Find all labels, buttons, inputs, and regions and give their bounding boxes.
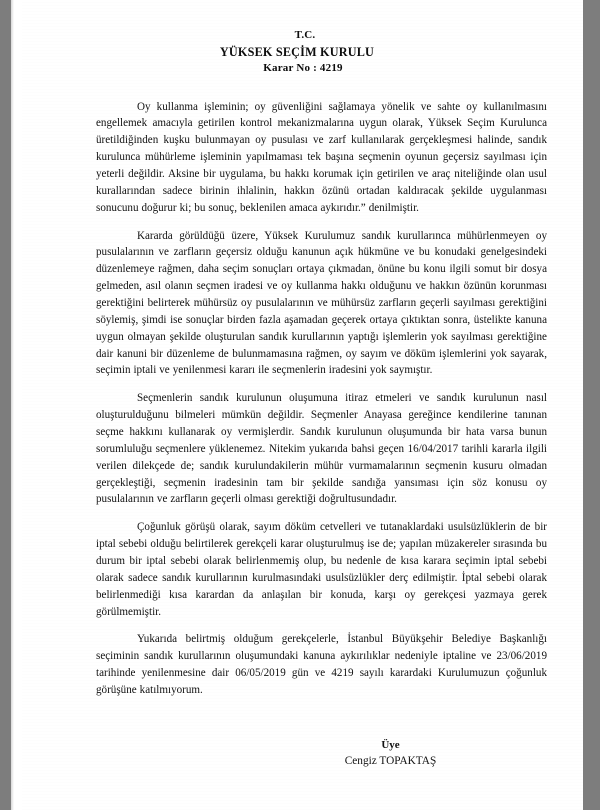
scan-edge-left-shadow	[11, 0, 14, 810]
header-republic-abbreviation: T.C.	[294, 29, 316, 41]
document-header	[11, 28, 583, 77]
header-organization-name: YÜKSEK SEÇİM KURULU	[219, 44, 375, 59]
document-page	[11, 0, 583, 810]
body-paragraph: Kararda görüldüğü üzere, Yüksek Kurulumuz sandık kurullarınca mühürlenmeyen oy pusulalarının ve zarfların geçersiz olduğu kanunun açık hükmüne ve bu konudaki genelgesindeki düzenlemeye rağmen, daha seçim sonuçları ortaya çıkmadan, önüne bu konu ilgili somut bir dosya gelmeden, asıl olanın seçmen iradesi ve oy kullanma hakkı olduğunu ve hakkın özünün korunması gerektiğini belirterek mühürsüz oy pusulalarının ve mühürsüz zarfların geçerli sayılması gerektiğini söylemiş, şimdi ise sonuçlar birden fazla aşamadan geçerek ortaya çıktıktan sonra, üstelikte kanuna uygun olmayan şekilde oluşturulan sandık kurullarının yaptığı işlemlerin yok sayılması gerektiğine dair kanuni bir düzenleme de bulunmamasına rağmen, oy sayım ve döküm işlemlerini yok sayarak, seçimin iptali ve yenilenmesi kararı ile seçmenlerin iradesini yok saymıştır.	[96, 229, 547, 377]
scan-edge-right	[583, 0, 600, 810]
body-paragraph: Seçmenlerin sandık kurulunun oluşumuna itiraz etmeleri ve sandık kurulunun nasıl oluşturulduğunu bilmeleri mümkün değildir. Seçmenler Anayasa gereğince kendilerine tanınan seçme hakkını kullanarak oy vermişlerdir. Sandık kurulunun oluşumunda bir hata varsa bunun sorumluluğu seçmenlere yüklenemez. Nitekim yukarıda bahsi geçen 16/04/2017 tarihli kararla ilgili verilen dilekçede de; sandık kurulundakilerin mühür vurmamalarının seçmenin kusuru olmadan gerçekleştiği, seçmenin iradesinin tam bir şekilde sandığa yansıması için söz konusu oy pusulalarının ve zarfların geçerli olması gerektiği doğrultusundadır.	[96, 392, 547, 506]
body-paragraph: Çoğunluk görüşü olarak, sayım döküm cetvelleri ve tutanaklardaki usulsüzlüklerin de bir iptal sebebi olduğu belirtilerek gerekçeli karar oluşturulmuş ise de; yapılan müzakereler sırasında bu durum bir iptal sebebi olarak belirlenmemiş olup, bu nedenle de kısa karara seçimin iptal sebebi olarak sadece sandık kurullarının kurulmasındaki usulsüzlükler derç edilmiştir. İptal sebebi olarak belirlenmediği kısa karardan da anlaşılan bir konuda, karşı oy gerekçesi yazmaya gerek görülmemiştir.	[96, 521, 547, 618]
signature-role: Üye	[381, 738, 400, 751]
body-paragraph: Yukarıda belirtmiş olduğum gerekçelerle, İstanbul Büyükşehir Belediye Başkanlığı seçiminin sandık kurullarının oluşumundaki kanuna aykırılıklar nedeniyle iptaline ve 23/06/2019 tarihinde yenilenmesine dair 06/05/2019 gün ve 4219 sayılı karardaki Kurulumuzun çoğunluk görüşüne katılmıyorum.	[96, 633, 547, 697]
header-decision-number: Karar No : 4219	[263, 61, 343, 74]
signature-name: Cengiz TOPAKTAŞ	[344, 755, 437, 768]
body-paragraph: Oy kullanma işleminin; oy güvenliğini sağlamaya yönelik ve sahte oy kullanılmasını engellemek amacıyla getirilen kontrol mekanizmalarına uygun olarak, Yüksek Seçim Kurulunca üretildiğinden kuşku bulunmayan oy pusulası ve zarf kullanılarak gerçekleşmesi halinde, sandık kurulunca mühürleme işleminin yapılmaması tek başına seçmenin oyunun geçersiz sayılması için yeterli değildir. Aksine bir uygulama, bu hakkı korumak için getirilen ve araç niteliğinde olan usul kurallarından sadece birinin ihlalinin, hakkın özünü ortadan kaldıracak şekilde uygulanması sonucunu doğurur ki; bu sonuç, beklenilen amaca aykırıdır.” denilmiştir.	[96, 100, 547, 214]
signature-block	[60, 737, 511, 770]
document-content	[11, 0, 583, 810]
scan-edge-left	[0, 0, 11, 810]
document-body	[47, 99, 547, 699]
